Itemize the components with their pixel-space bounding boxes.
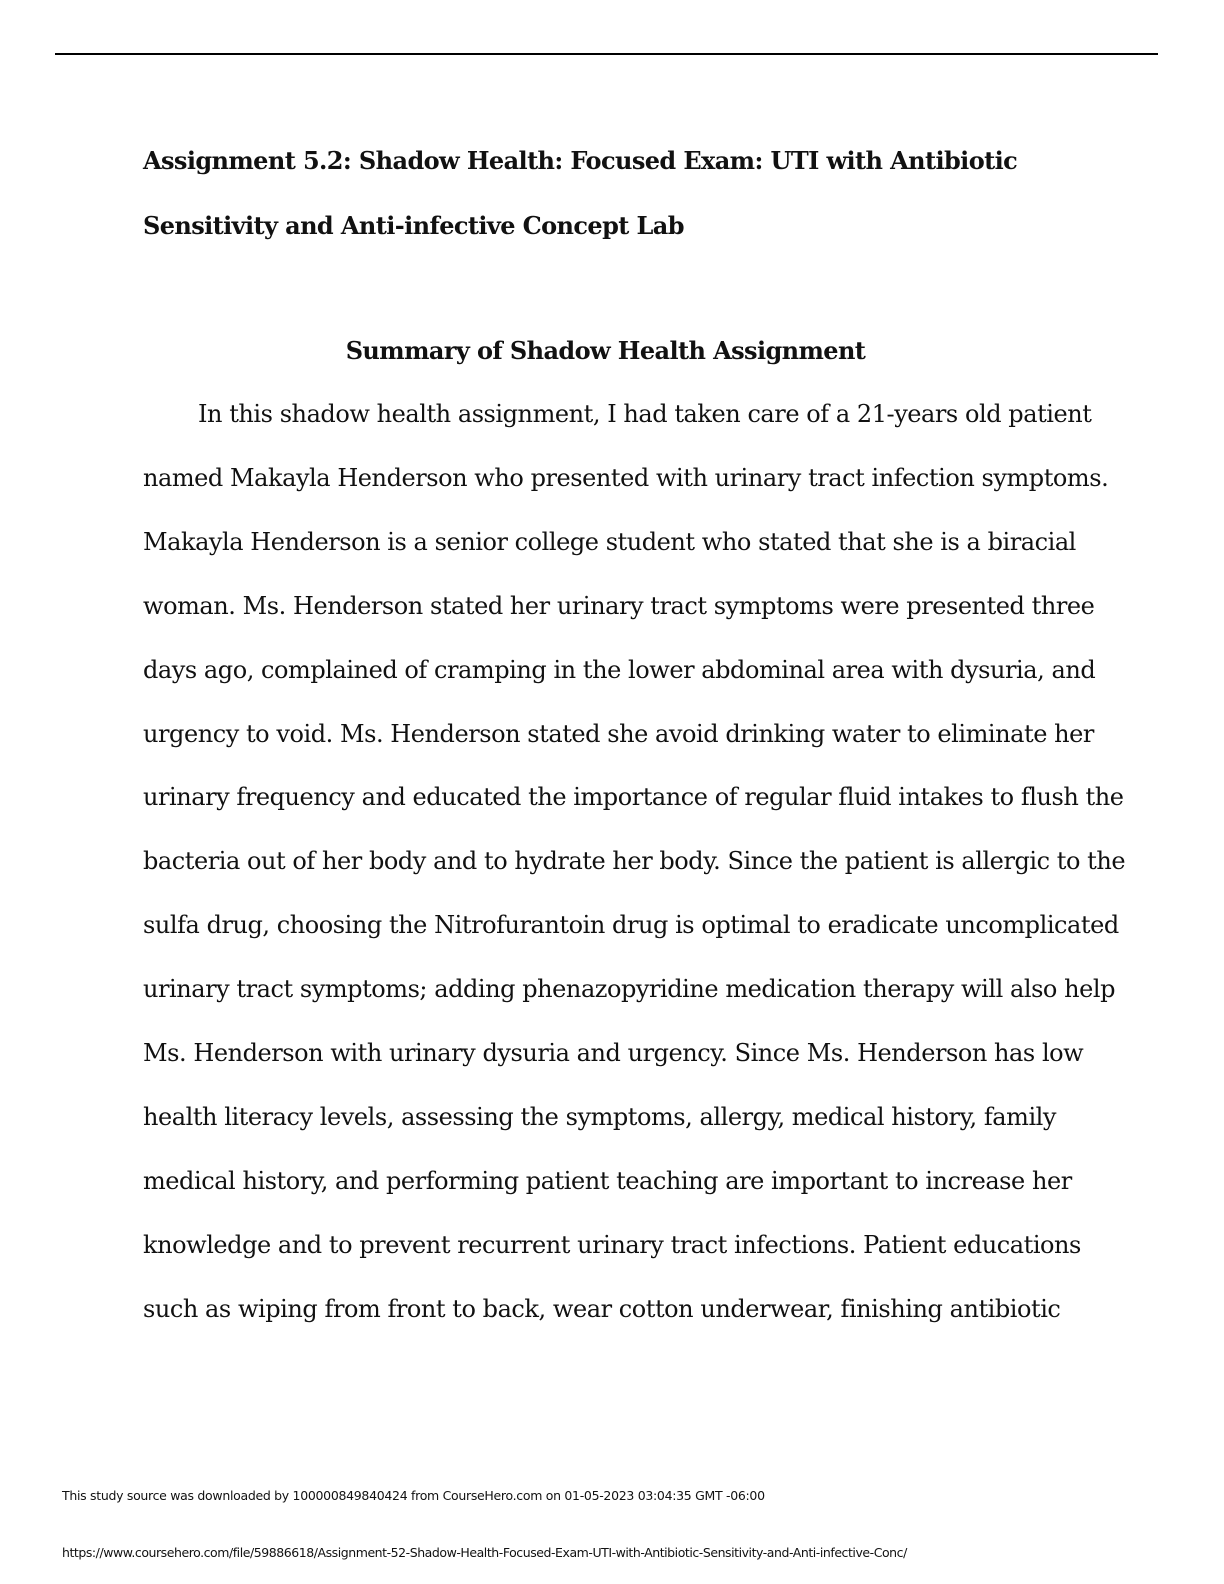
- paragraph-line: days ago, complained of cramping in the lower abdominal area with dysuria, and: [143, 655, 1096, 684]
- paragraph-line: sulfa drug, choosing the Nitrofurantoin drug is optimal to eradicate uncomplicated: [143, 911, 1119, 940]
- paragraph-line: bacteria out of her body and to hydrate her body. Since the patient is allergic to the: [143, 847, 1126, 876]
- paragraph-line: health literacy levels, assessing the symptoms, allergy, medical history, family: [143, 1102, 1057, 1131]
- document-title-line-2: Sensitivity and Anti-infective Concept Lab: [143, 211, 684, 240]
- paragraph-line: such as wiping from front to back, wear cotton underwear, finishing antibiotic: [143, 1294, 1061, 1323]
- paragraph-line: woman. Ms. Henderson stated her urinary tract symptoms were presented three: [143, 591, 1095, 620]
- header-rule: [55, 53, 1158, 55]
- paragraph-line: knowledge and to prevent recurrent urinary tract infections. Patient educations: [143, 1230, 1081, 1259]
- paragraph-line: Ms. Henderson with urinary dysuria and urgency. Since Ms. Henderson has low: [143, 1039, 1084, 1068]
- paragraph-line: Makayla Henderson is a senior college student who stated that she is a biracial: [143, 527, 1076, 556]
- paragraph-line: In this shadow health assignment, I had taken care of a 21-years old patient: [198, 400, 1092, 428]
- paragraph-line: named Makayla Henderson who presented with urinary tract infection symptoms.: [143, 463, 1109, 492]
- source-url: https://www.coursehero.com/file/59886618/Assignment-52-Shadow-Health-Focused-Exam-UTI-with-Antibiotic-Sensitivity-and-Anti-infective-Conc/: [62, 1545, 907, 1560]
- download-source-notice: This study source was downloaded by 100000849840424 from CourseHero.com on 01-05-2023 03:04:35 GMT -06:00: [62, 1488, 765, 1503]
- document-title-line-1: Assignment 5.2: Shadow Health: Focused Exam: UTI with Antibiotic: [143, 146, 1018, 175]
- paragraph-line: urgency to void. Ms. Henderson stated she avoid drinking water to eliminate her: [143, 719, 1094, 748]
- section-heading: Summary of Shadow Health Assignment: [345, 336, 866, 365]
- paragraph-line: urinary tract symptoms; adding phenazopyridine medication therapy will also help: [143, 975, 1116, 1004]
- document-title: [143, 128, 1083, 258]
- summary-paragraph: [143, 383, 1126, 1342]
- paragraph-line: urinary frequency and educated the importance of regular fluid intakes to flush the: [143, 783, 1124, 812]
- paragraph-line: medical history, and performing patient teaching are important to increase her: [143, 1166, 1072, 1195]
